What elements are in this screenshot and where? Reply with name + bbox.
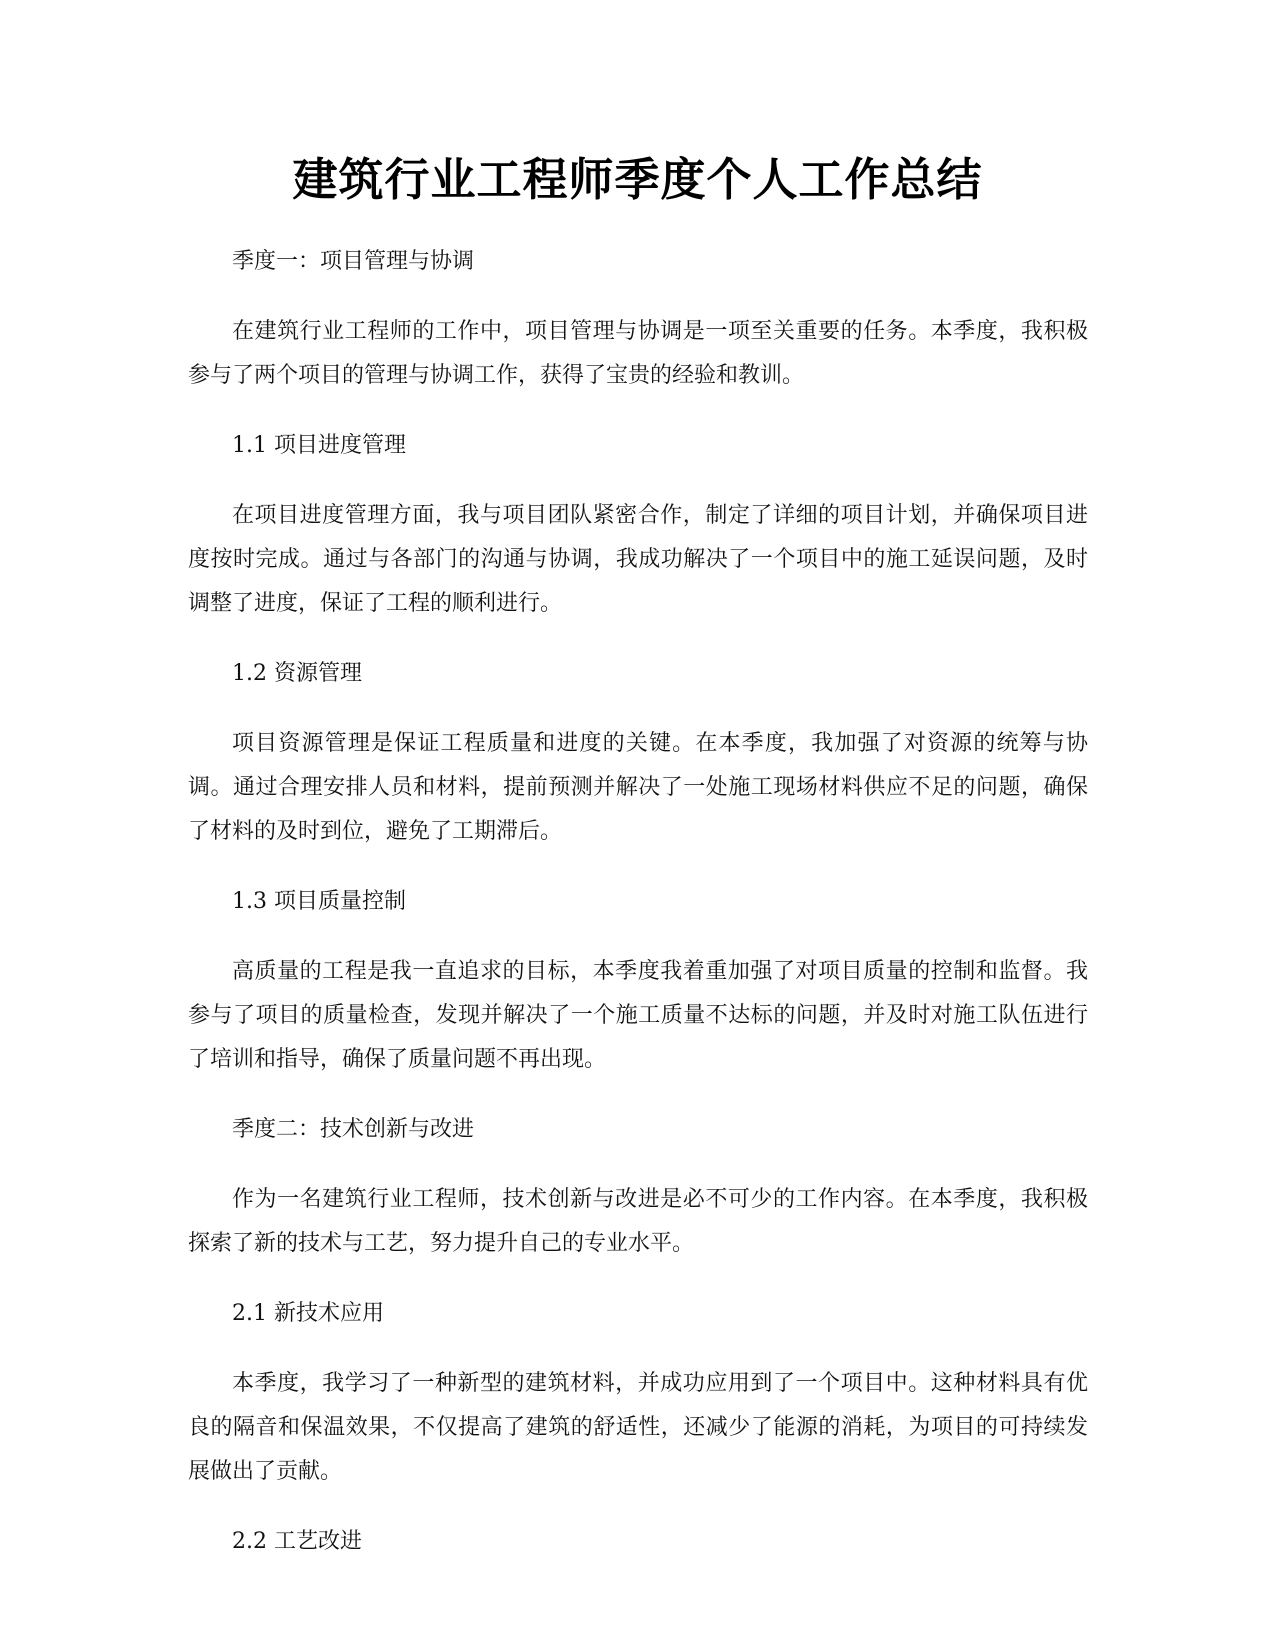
document-body: [188, 240, 1088, 1590]
subsection-1-1-body: 在项目进度管理方面，我与项目团队紧密合作，制定了详细的项目计划，并确保项目进度按时完成。通过与各部门的沟通与协调，我成功解决了一个项目中的施工延误问题，及时调整了进度，保证了工程的顺利进行。: [188, 503, 1088, 616]
subsection-1-3-body: 高质量的工程是我一直追求的目标，本季度我着重加强了对项目质量的控制和监督。我参与了项目的质量检查，发现并解决了一个施工质量不达标的问题，并及时对施工队伍进行了培训和指导，确保了质量问题不再出现。: [188, 959, 1088, 1072]
document-title: 建筑行业工程师季度个人工作总结: [292, 153, 983, 206]
subsection-2-2-heading: 2.2 工艺改进: [232, 1529, 362, 1554]
section-1-heading: 季度一：项目管理与协调: [232, 249, 475, 274]
subsection-1-1-heading: 1.1 项目进度管理: [232, 433, 406, 458]
subsection-1-3-heading: 1.3 项目质量控制: [232, 889, 406, 914]
subsection-1-2-body: 项目资源管理是保证工程质量和进度的关键。在本季度，我加强了对资源的统筹与协调。通过合理安排人员和材料，提前预测并解决了一处施工现场材料供应不足的问题，确保了材料的及时到位，避免了工期滞后。: [188, 731, 1088, 844]
subsection-1-2-heading: 1.2 资源管理: [232, 661, 362, 686]
section-2-heading: 季度二：技术创新与改进: [232, 1117, 475, 1142]
section-2-intro: 作为一名建筑行业工程师，技术创新与改进是必不可少的工作内容。在本季度，我积极探索了新的技术与工艺，努力提升自己的专业水平。: [188, 1187, 1088, 1256]
subsection-2-1-body: 本季度，我学习了一种新型的建筑材料，并成功应用到了一个项目中。这种材料具有优良的隔音和保温效果，不仅提高了建筑的舒适性，还减少了能源的消耗，为项目的可持续发展做出了贡献。: [188, 1371, 1088, 1484]
section-1-intro: 在建筑行业工程师的工作中，项目管理与协调是一项至关重要的任务。本季度，我积极参与了两个项目的管理与协调工作，获得了宝贵的经验和教训。: [188, 319, 1088, 388]
subsection-2-1-heading: 2.1 新技术应用: [232, 1301, 384, 1326]
